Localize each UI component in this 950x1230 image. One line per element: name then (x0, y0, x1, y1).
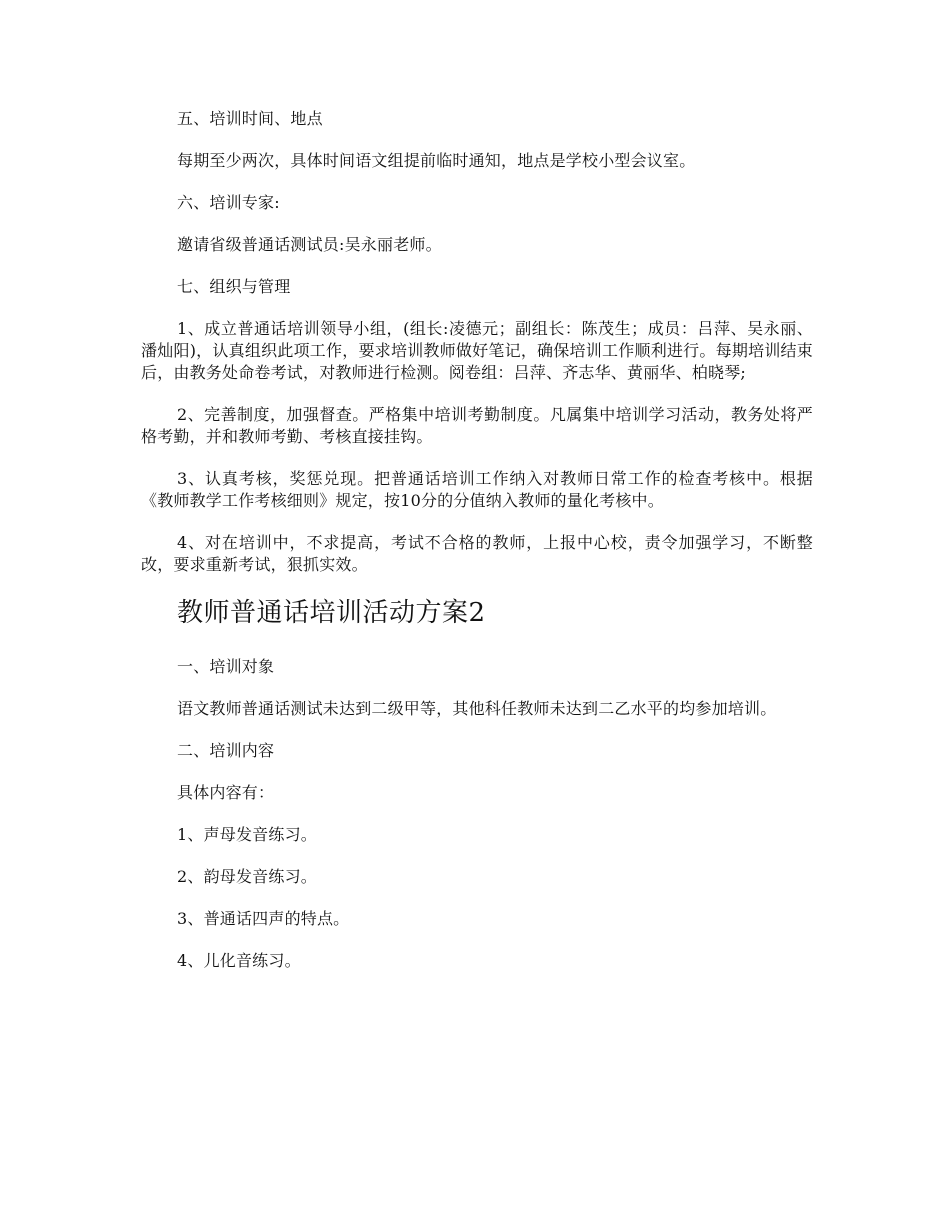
section-heading-training-target: 一、培训对象 (177, 657, 275, 676)
paragraph-training-target: 语文教师普通话测试未达到二级甲等，其他科任教师未达到二乙水平的均参加培训。 (177, 699, 777, 718)
paragraph-invited-expert: 邀请省级普通话测试员:吴永丽老师。 (177, 235, 442, 254)
list-item-finals: 2、韵母发音练习。 (177, 867, 317, 886)
list-item-initials: 1、声母发音练习。 (177, 825, 317, 844)
section-heading-training-time-place: 五、培训时间、地点 (177, 109, 323, 128)
paragraph-leadership-group: 1、成立普通话培训领导小组，(组长:凌德元；副组长：陈茂生；成员：吕萍、吴永丽、潘灿阳)，认真组织此项工作，要求培训教师做好笔记，确保培训工作顺利进行。每期培训结束后，由教务处命卷考试，对教师进行检测。阅卷组：吕萍、齐志华、黄丽华、柏晓琴; (141, 319, 813, 382)
document-body (141, 108, 813, 992)
paragraph-content-intro: 具体内容有： (177, 783, 275, 802)
section-heading-training-expert: 六、培训专家: (177, 193, 280, 212)
document-heading-plan-2: 教师普通话培训活动方案2 (177, 598, 486, 628)
paragraph-training-schedule: 每期至少两次，具体时间语文组提前临时通知，地点是学校小型会议室。 (177, 151, 696, 170)
list-item-four-tones: 3、普通话四声的特点。 (177, 909, 350, 928)
section-heading-training-content: 二、培训内容 (177, 741, 275, 760)
section-heading-organization: 七、组织与管理 (177, 277, 291, 296)
paragraph-assessment: 3、认真考核，奖惩兑现。把普通话培训工作纳入对教师日常工作的检查考核中。根据《教师教学工作考核细则》规定，按10分的分值纳入教师的量化考核中。 (141, 469, 813, 510)
paragraph-attendance-system: 2、完善制度，加强督查。严格集中培训考勤制度。凡属集中培训学习活动，教务处将严格考勤，并和教师考勤、考核直接挂钩。 (141, 405, 813, 446)
list-item-erhua: 4、儿化音练习。 (177, 951, 301, 970)
paragraph-failed-teachers: 4、对在培训中，不求提高，考试不合格的教师，上报中心校，责令加强学习，不断整改，要求重新考试，狠抓实效。 (141, 533, 813, 574)
